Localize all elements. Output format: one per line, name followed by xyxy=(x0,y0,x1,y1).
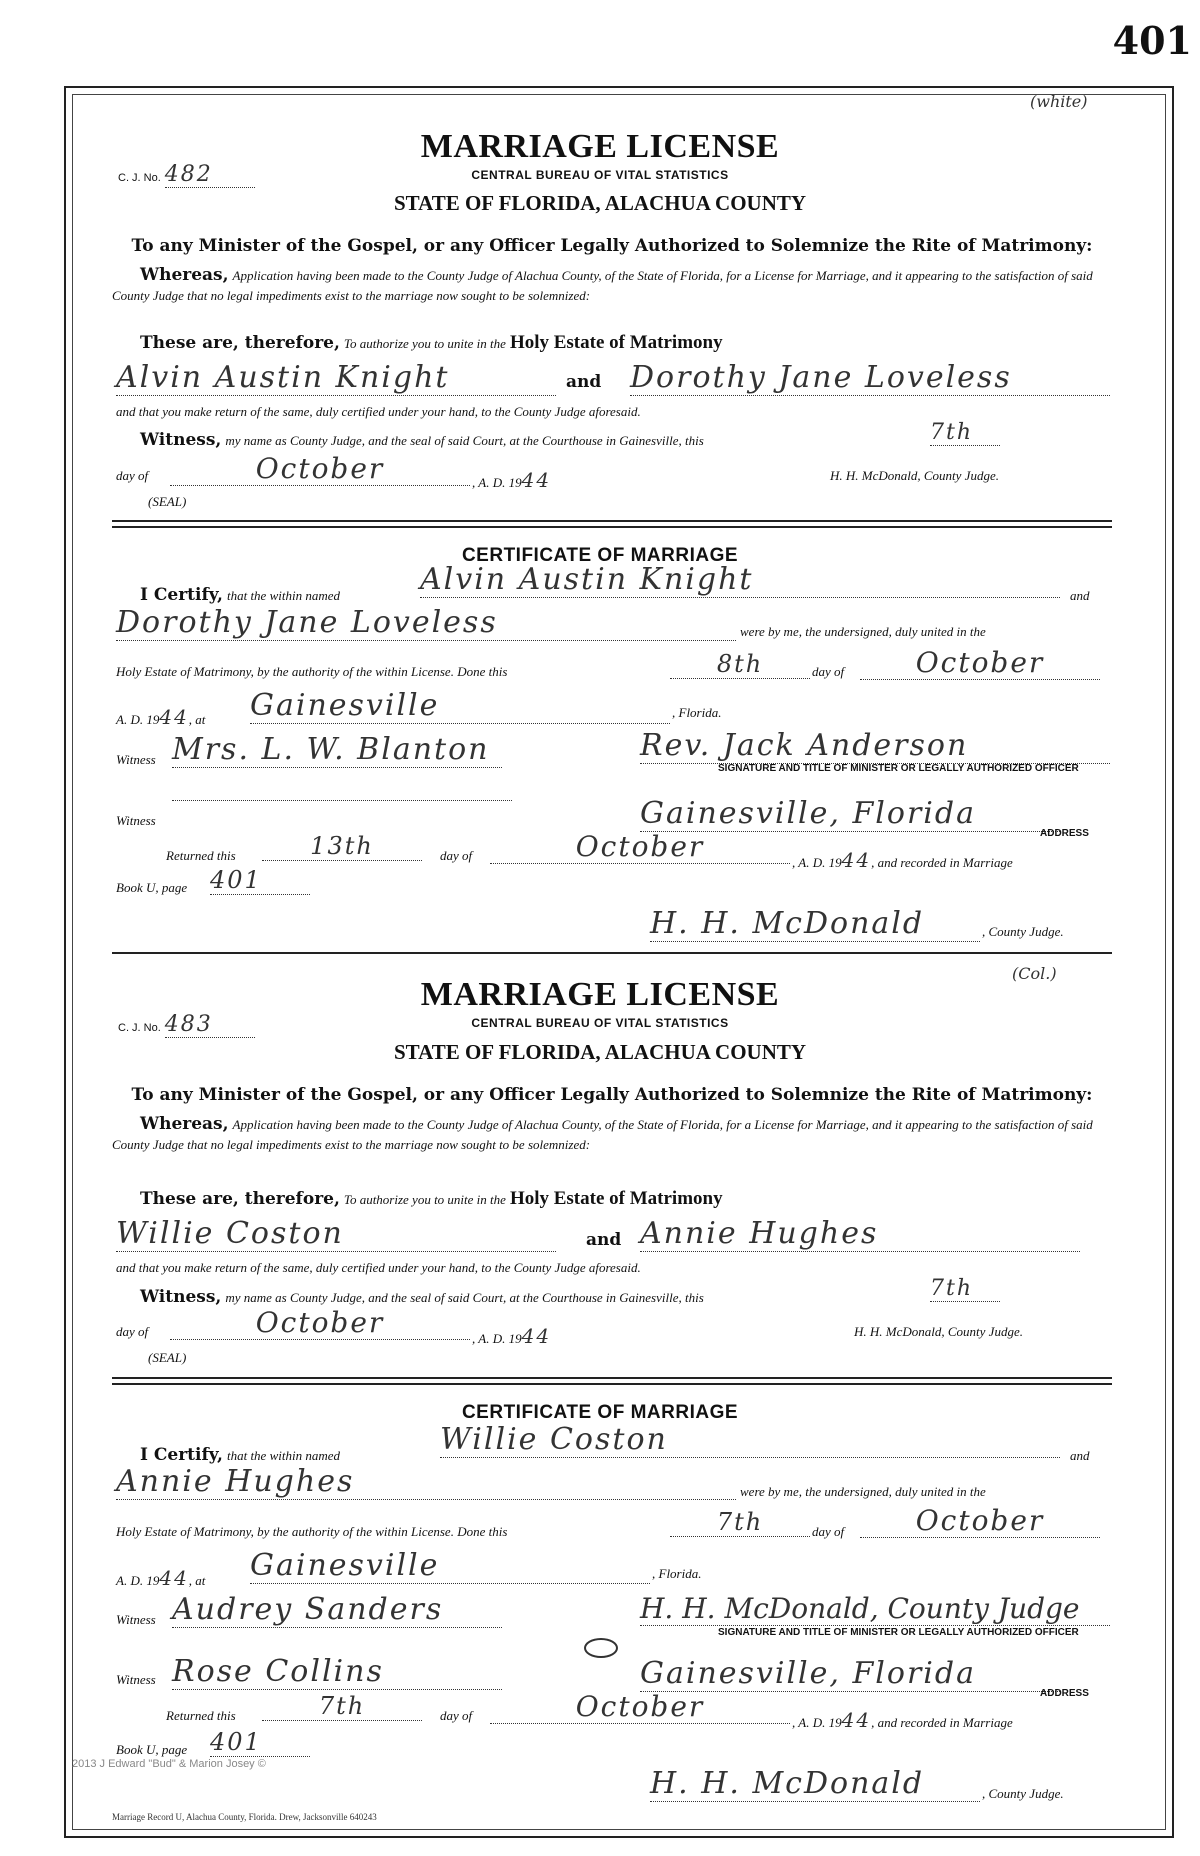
book-page: 401 xyxy=(210,866,310,895)
witness2-label: Witness xyxy=(116,1672,156,1687)
clerk-signature: H. H. McDonald xyxy=(650,906,980,942)
returned-label: Returned this xyxy=(166,848,236,863)
ad-line: A. D. 1944, at xyxy=(116,705,206,729)
witness1-label: Witness xyxy=(116,752,156,767)
issue-year: 44 xyxy=(521,1324,552,1348)
certify-text: that the within named xyxy=(226,588,340,603)
these-label: These are, therefore, xyxy=(140,333,340,353)
issue-day: 7th xyxy=(930,420,1000,446)
day-of-label-2: day of xyxy=(440,848,473,863)
these-text: To authorize you to unite in the xyxy=(343,1192,506,1207)
address-line: To any Minister of the Gospel, or any Officer Legally Authorized to Solemnize the Rite of Matrimony: xyxy=(131,1085,1093,1105)
bureau-subtitle: CENTRAL BUREAU OF VITAL STATISTICS xyxy=(471,168,729,182)
were-text: were by me, the undersigned, duly united in the xyxy=(740,1484,986,1499)
done-year: 44 xyxy=(159,1566,189,1590)
state-heading: STATE OF FLORIDA, ALACHUA COUNTY xyxy=(393,191,807,215)
these-text: To authorize you to unite in the xyxy=(343,336,506,351)
returned-month: October xyxy=(490,830,790,864)
cert-groom: Alvin Austin Knight xyxy=(420,562,1060,598)
officer-address: Gainesville, Florida xyxy=(640,796,1060,832)
county-judge-label: , County Judge. xyxy=(982,924,1064,939)
groom-name: Willie Coston xyxy=(116,1216,556,1252)
book-label: Book U, page xyxy=(116,880,188,895)
witness-text: my name as County Judge, and the seal of said Court, at the Courthouse in Gainesville, this xyxy=(225,1290,704,1305)
page-number: 401 xyxy=(1112,18,1192,63)
were-text: were by me, the undersigned, duly united in the xyxy=(740,624,986,639)
florida-label: , Florida. xyxy=(652,1566,702,1581)
and-word: and xyxy=(586,1230,622,1250)
issue-day: 7th xyxy=(930,1276,1000,1302)
certify-label: I Certify, xyxy=(140,585,223,605)
address-label: ADDRESS xyxy=(1040,1688,1089,1699)
book-label: Book U, page xyxy=(116,1742,188,1757)
these-line xyxy=(140,332,723,354)
returned-year: 44 xyxy=(841,848,872,872)
section-divider-2 xyxy=(112,952,1112,954)
certify-line xyxy=(140,1445,340,1465)
and-word: and xyxy=(1070,588,1090,603)
witness1-name: Audrey Sanders xyxy=(172,1592,502,1628)
whereas-paragraph xyxy=(112,265,1112,306)
cj-label: C. J. No. xyxy=(118,1022,161,1034)
florida-label: , Florida. xyxy=(672,705,722,720)
day-of-label: day of xyxy=(116,1324,149,1339)
whereas-text: Application having been made to the County Judge of Alachua County, of the State of Florida, for a License for Marriage, and it appearing to the satisfaction of said County Judge that no legal impediments exist to the marriage now sought to be solemnized: xyxy=(112,1117,1093,1152)
certify-text: that the within named xyxy=(226,1448,340,1463)
whereas-label: Whereas, xyxy=(140,265,229,285)
ad-label: , A. D. 1944 xyxy=(472,468,552,492)
certificate-title: CERTIFICATE OF MARRIAGE xyxy=(461,545,739,566)
officer-signature: Rev. Jack Anderson xyxy=(640,728,1110,764)
returned-day: 13th xyxy=(262,832,422,861)
whereas-text: Application having been made to the County Judge of Alachua County, of the State of Florida, for a License for Marriage, and it appearing to the satisfaction of said County Judge that no legal impediments exist to the marriage now sought to be solemnized: xyxy=(112,268,1093,303)
recorded-line: , A. D. 1944, and recorded in Marriage xyxy=(792,1708,1013,1732)
witness2-name xyxy=(172,800,512,801)
return-text: and that you make return of the same, duly certified under your hand, to the County Judge aforesaid. xyxy=(116,404,641,419)
cj-number: 483 xyxy=(165,1012,255,1038)
state-heading: STATE OF FLORIDA, ALACHUA COUNTY xyxy=(393,1040,807,1064)
marriage-place: Gainesville xyxy=(250,1548,650,1584)
these-line xyxy=(140,1188,723,1210)
copyright-watermark: 2013 J Edward "Bud" & Marion Josey © xyxy=(72,1758,266,1770)
day-of-label: day of xyxy=(812,1524,845,1539)
witness1-label: Witness xyxy=(116,1612,156,1627)
section-divider-3 xyxy=(112,1377,1112,1385)
whereas-paragraph xyxy=(112,1114,1112,1155)
ad-line: A. D. 1944, at xyxy=(116,1566,206,1590)
seal-label: (SEAL) xyxy=(148,494,187,509)
bureau-subtitle: CENTRAL BUREAU OF VITAL STATISTICS xyxy=(471,1016,729,1030)
and-word: and xyxy=(566,372,602,392)
recorded-line: , A. D. 1944, and recorded in Marriage xyxy=(792,848,1013,872)
witness-label: Witness, xyxy=(140,430,222,450)
done-month: October xyxy=(860,646,1100,680)
cert-bride: Dorothy Jane Loveless xyxy=(116,605,736,641)
race-note: (white) xyxy=(1030,92,1088,111)
witness-line xyxy=(140,430,704,450)
cert-groom: Willie Coston xyxy=(440,1422,1060,1458)
signature-caption: SIGNATURE AND TITLE OF MINISTER OR LEGALLY AUTHORIZED OFFICER xyxy=(718,1627,1079,1638)
ad-label: , A. D. 1944 xyxy=(472,1324,552,1348)
officer-address: Gainesville, Florida xyxy=(640,1656,1060,1692)
county-judge-name: H. H. McDonald, County Judge. xyxy=(830,468,999,483)
and-word: and xyxy=(1070,1448,1090,1463)
book-page: 401 xyxy=(210,1728,310,1757)
marriage-place: Gainesville xyxy=(250,688,670,724)
cj-number: 482 xyxy=(165,162,255,188)
county-judge-label: , County Judge. xyxy=(982,1786,1064,1801)
certify-line xyxy=(140,585,340,605)
signature-caption: SIGNATURE AND TITLE OF MINISTER OR LEGALLY AUTHORIZED OFFICER xyxy=(718,763,1079,774)
done-day: 8th xyxy=(670,650,810,679)
cert-bride: Annie Hughes xyxy=(116,1464,736,1500)
license-title: MARRIAGE LICENSE xyxy=(420,128,780,165)
returned-month: October xyxy=(490,1690,790,1724)
done-day: 7th xyxy=(670,1508,810,1537)
issue-year: 44 xyxy=(521,468,552,492)
printer-footer: Marriage Record U, Alachua County, Florida. Drew, Jacksonville 640243 xyxy=(112,1812,377,1822)
whereas-label: Whereas, xyxy=(140,1114,229,1134)
holy-text: Holy Estate of Matrimony, by the authority of the within License. Done this xyxy=(116,1524,508,1539)
witness-line xyxy=(140,1287,704,1307)
groom-name: Alvin Austin Knight xyxy=(116,360,556,396)
race-note: (Col.) xyxy=(1012,964,1057,983)
address-label: ADDRESS xyxy=(1040,828,1089,839)
returned-label: Returned this xyxy=(166,1708,236,1723)
certify-label: I Certify, xyxy=(140,1445,223,1465)
address-line: To any Minister of the Gospel, or any Officer Legally Authorized to Solemnize the Rite of Matrimony: xyxy=(131,236,1093,256)
clerk-signature: H. H. McDonald xyxy=(650,1766,980,1802)
return-text: and that you make return of the same, duly certified under your hand, to the County Judge aforesaid. xyxy=(116,1260,641,1275)
returned-year: 44 xyxy=(841,1708,872,1732)
done-year: 44 xyxy=(159,705,189,729)
witness2-label: Witness xyxy=(116,813,156,828)
day-of-label-2: day of xyxy=(440,1708,473,1723)
county-judge-name: H. H. McDonald, County Judge. xyxy=(854,1324,1023,1339)
returned-day: 7th xyxy=(262,1692,422,1721)
witness1-name: Mrs. L. W. Blanton xyxy=(172,732,502,768)
cj-label: C. J. No. xyxy=(118,172,161,184)
issue-month: October xyxy=(170,452,470,486)
certificate-title: CERTIFICATE OF MARRIAGE xyxy=(461,1402,739,1423)
license-title: MARRIAGE LICENSE xyxy=(420,976,780,1013)
day-of-label: day of xyxy=(116,468,149,483)
witness-text: my name as County Judge, and the seal of said Court, at the Courthouse in Gainesville, this xyxy=(225,433,704,448)
issue-month: October xyxy=(170,1306,470,1340)
bride-name: Annie Hughes xyxy=(640,1216,1080,1252)
holy-estate: Holy Estate of Matrimony xyxy=(509,1188,723,1209)
done-month: October xyxy=(860,1504,1100,1538)
section-divider xyxy=(112,520,1112,528)
bride-name: Dorothy Jane Loveless xyxy=(630,360,1110,396)
seal-mark-icon xyxy=(584,1638,618,1658)
witness-label: Witness, xyxy=(140,1287,222,1307)
officer-signature: H. H. McDonald, County Judge xyxy=(640,1592,1110,1626)
holy-text: Holy Estate of Matrimony, by the authority of the within License. Done this xyxy=(116,664,508,679)
these-label: These are, therefore, xyxy=(140,1189,340,1209)
holy-estate: Holy Estate of Matrimony xyxy=(509,332,723,353)
day-of-label: day of xyxy=(812,664,845,679)
seal-label: (SEAL) xyxy=(148,1350,187,1365)
witness2-name: Rose Collins xyxy=(172,1654,502,1690)
